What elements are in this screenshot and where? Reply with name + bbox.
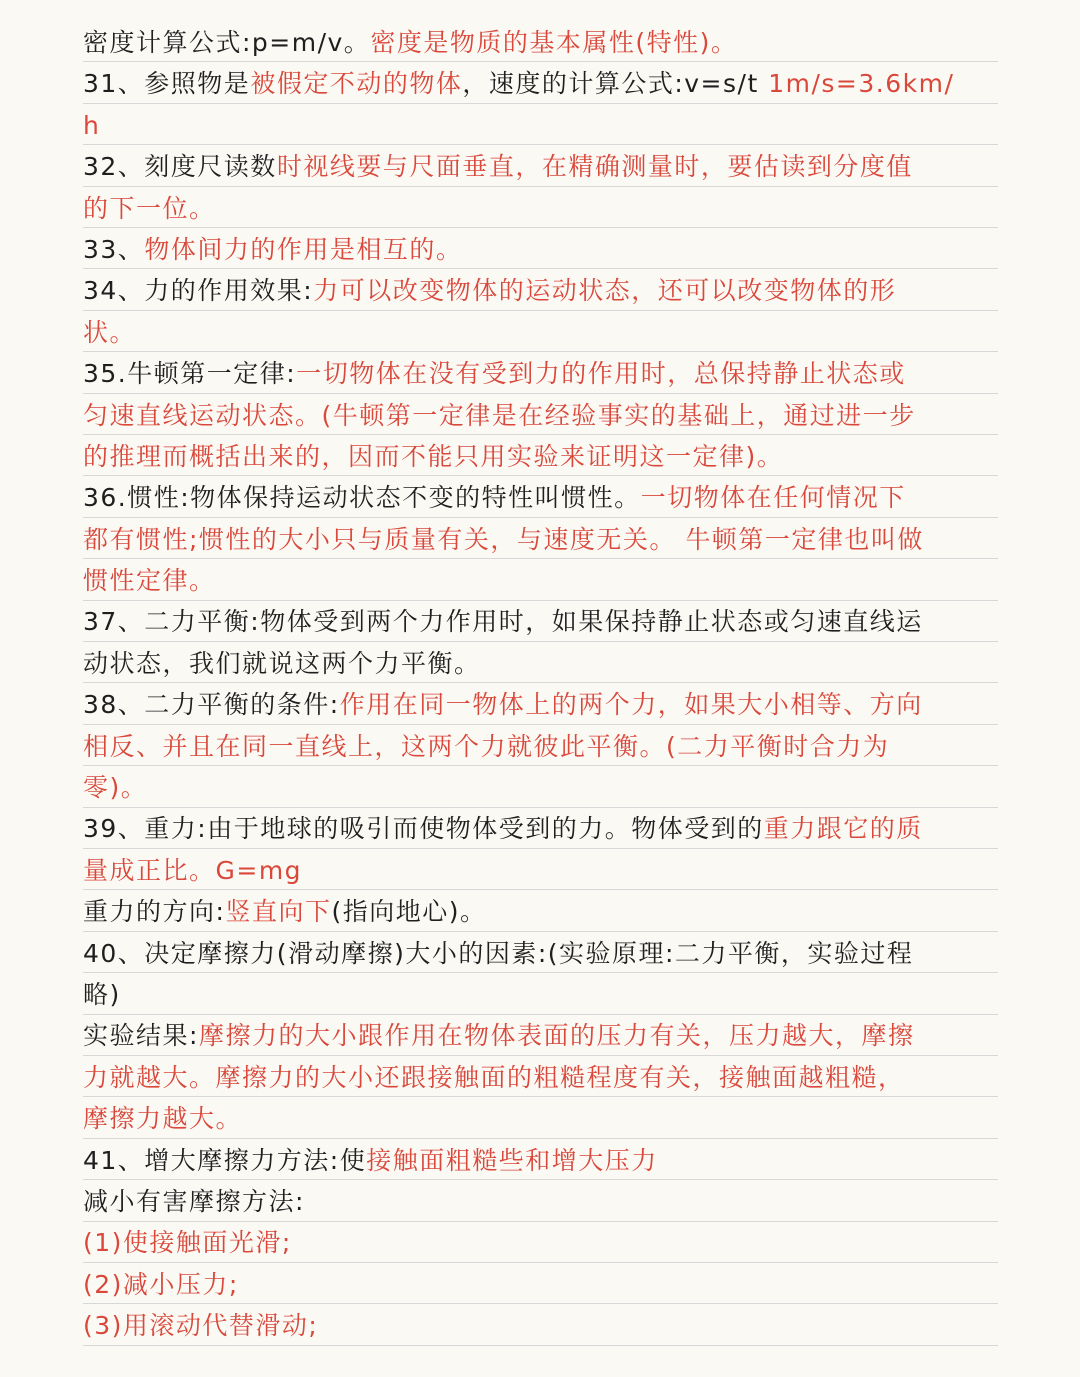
highlight-text: 时视线要与尺面垂直，在精确测量时，要估读到分度值: [276, 152, 913, 182]
body-text: 40、决定摩擦力(滑动摩擦)大小的因素:(实验原理:二力平衡，实验过程: [83, 938, 914, 968]
note-line: [83, 767, 998, 808]
highlight-text: 匀速直线运动状态。(牛顿第一定律是在经验事实的基础上，通过进一步: [83, 400, 916, 430]
body-text: ，速度的计算公式:v=s/t: [462, 69, 769, 99]
note-line: [83, 1264, 998, 1305]
highlight-text: 状。: [83, 317, 137, 347]
body-text: 33、: [83, 234, 145, 264]
note-line: [83, 891, 998, 932]
note-line: [83, 146, 998, 187]
note-line: [83, 1098, 998, 1139]
body-text: 38、二力平衡的条件:: [83, 690, 340, 720]
body-text: 41、增大摩擦力方法:使: [83, 1145, 367, 1175]
highlight-text: 摩擦力的大小跟作用在物体表面的压力有关，压力越大，摩擦: [198, 1021, 915, 1051]
highlight-text: 接触面粗糙些和增大压力: [366, 1145, 658, 1175]
highlight-text: 摩擦力越大。: [83, 1104, 243, 1134]
body-text: 动状态，我们就说这两个力平衡。: [83, 648, 481, 678]
note-line: [83, 933, 998, 974]
highlight-text: 密度是物质的基本属性(特性)。: [370, 28, 738, 57]
note-line: [83, 1222, 998, 1263]
highlight-text: 一切物体在任何情况下: [640, 483, 906, 513]
body-text: 34、力的作用效果:: [83, 276, 314, 306]
note-line: [83, 105, 998, 146]
highlight-text: h: [83, 110, 101, 140]
highlight-text: 力可以改变物体的运动状态，还可以改变物体的形: [313, 276, 897, 306]
note-line: [83, 1181, 998, 1222]
highlight-text: 力就越大。摩擦力的大小还跟接触面的粗糙程度有关，接触面越粗糙，: [83, 1062, 905, 1092]
note-line: [83, 353, 998, 394]
note-line: [83, 1305, 998, 1346]
note-text: [83, 22, 998, 1347]
body-text: 36.惯性:物体保持运动状态不变的特性叫惯性。: [83, 483, 641, 513]
highlight-text: 被假定不动的物体: [250, 69, 463, 99]
note-line: [83, 519, 998, 560]
highlight-text: 惯性定律。: [83, 566, 216, 596]
highlight-text: 相反、并且在同一直线上，这两个力就彼此平衡。(二力平衡时合力为: [83, 731, 890, 761]
body-text: 37、二力平衡:物体受到两个力作用时，如果保持静止状态或匀速直线运: [83, 607, 923, 637]
highlight-text: (3)用滚动代替滑动;: [83, 1311, 319, 1341]
highlight-text: 都有惯性;惯性的大小只与质量有关，与速度无关。 牛顿第一定律也叫做: [83, 524, 924, 554]
body-text: 减小有害摩擦方法:: [83, 1186, 305, 1216]
note-line: [83, 974, 998, 1015]
note-line: [83, 643, 998, 684]
highlight-text: 的推理而概括出来的，因而不能只用实验来证明这一定律)。: [83, 441, 784, 471]
highlight-text: 零)。: [83, 773, 148, 803]
body-text: 重力的方向:: [83, 897, 226, 927]
highlight-text: 重力跟它的质: [763, 814, 923, 844]
note-line: [83, 726, 998, 767]
body-text: 35.牛顿第一定律:: [83, 359, 297, 389]
note-line: [83, 436, 998, 477]
note-line: [83, 270, 998, 311]
note-line: [83, 808, 998, 849]
note-line: [83, 850, 998, 891]
note-line: [83, 312, 998, 353]
note-line: [83, 601, 998, 642]
highlight-text: 作用在同一物体上的两个力，如果大小相等、方向: [339, 690, 923, 720]
highlight-text: 的下一位。: [83, 193, 216, 223]
note-line: [83, 63, 998, 104]
body-text: (指向地心)。: [331, 897, 487, 927]
note-line: [83, 560, 998, 601]
highlight-text: 竖直向下: [225, 897, 332, 927]
body-text: 密度计算公式:p=m/v。: [83, 28, 371, 57]
highlight-text: (2)减小压力;: [83, 1269, 239, 1299]
highlight-text: 物体间力的作用是相互的。: [144, 234, 463, 264]
body-text: 39、重力:由于地球的吸引而使物体受到的力。物体受到的: [83, 814, 764, 844]
body-text: 略): [83, 979, 121, 1009]
highlight-text: 1m/s=3.6km/: [768, 69, 955, 99]
body-text: 实验结果:: [83, 1021, 199, 1051]
highlight-text: (1)使接触面光滑;: [83, 1228, 292, 1258]
note-line: [83, 477, 998, 518]
note-line: [83, 1015, 998, 1056]
note-line: [83, 1140, 998, 1181]
highlight-text: 一切物体在没有受到力的作用时，总保持静止状态或: [296, 359, 906, 389]
highlight-text: 量成正比。G=mg: [83, 855, 303, 885]
note-line: [83, 395, 998, 436]
note-line: [83, 229, 998, 270]
body-text: 32、刻度尺读数: [83, 152, 277, 182]
note-line: [83, 1057, 998, 1098]
note-line: [83, 188, 998, 229]
note-line: [83, 22, 998, 63]
body-text: 31、参照物是: [83, 69, 251, 99]
note-line: [83, 684, 998, 725]
